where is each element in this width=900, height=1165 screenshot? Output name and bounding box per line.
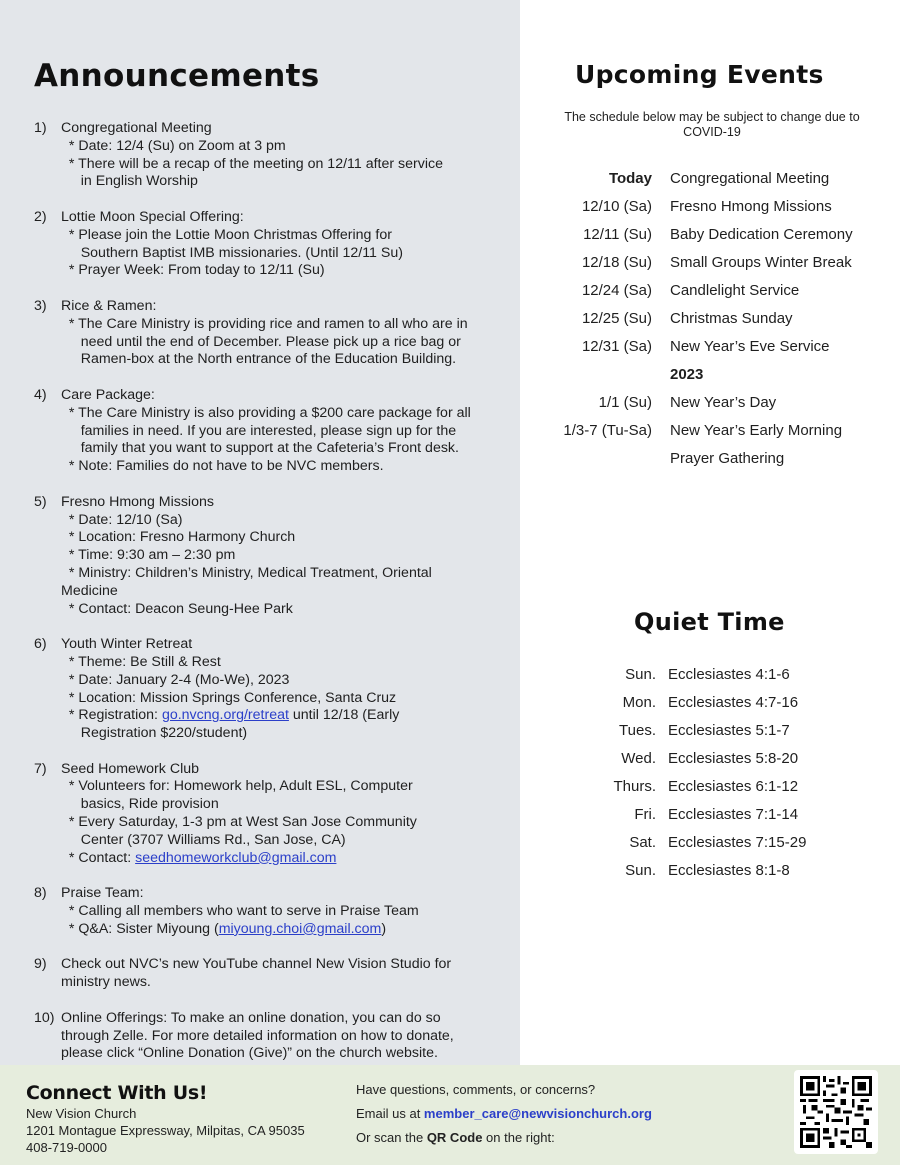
quiet-time-row — [560, 660, 806, 688]
announcement-line: Fresno Hmong Missions — [61, 493, 214, 510]
announcement-line: Ramen-box at the North entrance of the Education Building. — [61, 351, 457, 368]
announcement-line: Online Offerings: To make an online donation, you can do so — [61, 1009, 441, 1026]
announcement-number: 6) — [34, 636, 47, 653]
quiet-time-day: Sun. — [625, 861, 656, 879]
event-date: 12/11 (Su) — [583, 225, 652, 243]
announcement-item — [34, 956, 504, 992]
quiet-time-passage: Ecclesiastes 5:1-7 — [668, 721, 790, 739]
event-row — [548, 388, 853, 416]
registration-line — [61, 707, 504, 725]
event-row — [548, 164, 853, 192]
quiet-time-passage: Ecclesiastes 4:1-6 — [668, 665, 790, 683]
announcement-line: basics, Ride provision — [61, 796, 219, 813]
announcement-line: * Theme: Be Still & Rest — [61, 653, 221, 670]
announcement-line: Congregational Meeting — [61, 120, 212, 136]
event-row — [548, 276, 853, 304]
announcement-item — [34, 885, 504, 938]
qr-code-graphic — [800, 1076, 872, 1148]
event-date: 12/24 (Sa) — [581, 281, 652, 299]
email-link[interactable]: member_care@newvisionchurch.org — [423, 1106, 652, 1121]
announcement-body — [61, 761, 504, 868]
qa-line — [61, 921, 504, 939]
announcements-list — [34, 120, 504, 1081]
announcement-number: 5) — [34, 493, 47, 510]
event-name: New Year’s Day — [670, 393, 777, 411]
announcement-line: * Note: Families do not have to be NVC members. — [61, 458, 384, 475]
announcement-line: Youth Winter Retreat — [61, 636, 193, 653]
announcement-line: in English Worship — [61, 173, 198, 190]
announcement-body — [61, 298, 504, 369]
event-name: Small Groups Winter Break — [670, 253, 852, 271]
announcement-line: * Date: 12/10 (Sa) — [61, 511, 183, 528]
schedule-note: The schedule below may be subject to change due to COVID-19 — [564, 110, 860, 139]
announcement-line: * Location: Mission Springs Conference, Santa Cruz — [61, 689, 397, 706]
announcement-number: 10) — [34, 1009, 55, 1026]
announcement-line: * Prayer Week: From today to 12/11 (Su) — [61, 262, 325, 279]
connect-title: Connect With Us! — [26, 1082, 208, 1104]
event-row — [548, 220, 853, 248]
announcement-number: 4) — [34, 386, 47, 403]
announcement-line: Lottie Moon Special Offering: — [61, 208, 244, 225]
quiet-time-row — [560, 772, 806, 800]
announcement-line: through Zelle. For more detailed information on how to donate, — [61, 1027, 454, 1044]
quiet-time-passage: Ecclesiastes 8:1-8 — [668, 861, 790, 879]
contact-line — [61, 850, 504, 868]
announcement-line: * Every Saturday, 1-3 pm at West San Jose Community — [61, 814, 417, 831]
quiet-time-title: Quiet Time — [634, 608, 785, 636]
event-name: Candlelight Service — [670, 281, 800, 299]
qa-suffix: ) — [381, 920, 387, 937]
announcement-line: Southern Baptist IMB missionaries. (Until 12/11 Su) — [61, 244, 403, 261]
quiet-time-day: Wed. — [621, 749, 656, 767]
registration-suffix: until 12/18 (Early — [288, 707, 400, 724]
event-date: Today — [608, 169, 652, 187]
announcement-line: * Volunteers for: Homework help, Adult ESL, Computer — [61, 778, 413, 795]
event-row — [548, 332, 853, 360]
event-name: Baby Dedication Ceremony — [670, 225, 853, 243]
event-row — [548, 248, 853, 276]
announcement-line: Medicine — [61, 582, 118, 599]
announcement-number: 2) — [34, 208, 47, 225]
announcement-item — [34, 494, 504, 619]
event-row — [548, 304, 853, 332]
event-date: 12/18 (Su) — [581, 253, 652, 271]
announcement-number: 9) — [34, 956, 47, 973]
announcement-line: * Please join the Lottie Moon Christmas Offering for — [61, 226, 392, 243]
quiet-time-passage: Ecclesiastes 7:15-29 — [668, 833, 807, 851]
quiet-time-table — [560, 660, 806, 884]
announcement-line: * Location: Fresno Harmony Church — [61, 529, 296, 546]
registration-link[interactable]: go.nvcng.org/retreat — [161, 707, 289, 724]
qa-email-link[interactable]: miyoung.choi@gmail.com — [218, 920, 382, 937]
announcement-body — [61, 1010, 504, 1063]
quiet-time-day: Fri. — [634, 805, 656, 823]
announcement-line: * The Care Ministry is providing rice and ramen to all who are in — [61, 315, 468, 332]
scan-bold: QR Code — [426, 1130, 483, 1145]
announcement-line: Praise Team: — [61, 885, 144, 902]
announcement-line: Center (3707 Williams Rd., San Jose, CA) — [61, 831, 346, 848]
announcement-line: families in need. If you are interested, please sign up for the — [61, 422, 457, 439]
announcement-item — [34, 120, 504, 191]
questions-text: Have questions, comments, or concerns? — [356, 1082, 596, 1097]
quiet-time-day: Tues. — [619, 721, 656, 739]
announcement-line: please click “Online Donation (Give)” on the church website. — [61, 1045, 438, 1062]
quiet-time-day: Sat. — [629, 833, 656, 851]
event-name: Christmas Sunday — [670, 309, 793, 327]
announcement-line: * Date: January 2-4 (Mo-We), 2023 — [61, 671, 290, 688]
announcement-line: need until the end of December. Please pick up a rice bag or — [61, 333, 461, 350]
announcement-line: * Time: 9:30 am – 2:30 pm — [61, 547, 236, 564]
announcement-number: 8) — [34, 885, 47, 902]
year-heading: 2023 — [670, 365, 704, 383]
registration-prefix: * Registration: — [61, 707, 162, 724]
quiet-time-row — [560, 716, 806, 744]
email-prefix: Email us at — [356, 1106, 424, 1121]
quiet-time-row — [560, 688, 806, 716]
contact-email-link[interactable]: seedhomeworkclub@gmail.com — [135, 849, 337, 866]
church-address: 1201 Montague Expressway, Milpitas, CA 95035 — [26, 1123, 305, 1138]
event-row — [548, 192, 853, 220]
scan-line — [356, 1130, 555, 1145]
announcement-number: 1) — [34, 120, 47, 136]
quiet-time-passage: Ecclesiastes 4:7-16 — [668, 693, 799, 711]
quiet-time-passage: Ecclesiastes 5:8-20 — [668, 749, 799, 767]
quiet-time-row — [560, 828, 806, 856]
announcement-item — [34, 636, 504, 743]
announcement-line: * Contact: Deacon Seung-Hee Park — [61, 600, 293, 617]
announcement-line: * Calling all members who want to serve in Praise Team — [61, 903, 419, 920]
announcement-body — [61, 885, 504, 938]
announcement-body — [61, 956, 504, 992]
announcement-number: 3) — [34, 297, 47, 314]
event-date: 1/3-7 (Tu-Sa) — [563, 421, 652, 439]
scan-suffix: on the right: — [482, 1130, 555, 1145]
qr-code-icon[interactable] — [794, 1070, 878, 1154]
quiet-time-day: Mon. — [622, 693, 656, 711]
announcement-line: ministry news. — [61, 974, 151, 991]
announcement-line: * Ministry: Children’s Ministry, Medical Treatment, Oriental — [61, 564, 432, 581]
event-row — [548, 416, 853, 444]
announcement-body — [61, 120, 504, 191]
announcement-body — [61, 494, 504, 619]
event-name: Prayer Gathering — [670, 449, 785, 467]
event-row — [548, 360, 853, 388]
quiet-time-row — [560, 800, 806, 828]
event-name: New Year’s Early Morning — [670, 421, 843, 439]
announcement-line: * The Care Ministry is also providing a $200 care package for all — [61, 404, 471, 421]
registration-line-2: Registration $220/student) — [61, 725, 248, 742]
quiet-time-row — [560, 744, 806, 772]
quiet-time-day: Sun. — [625, 665, 656, 683]
announcement-item — [34, 1010, 504, 1063]
event-name: Congregational Meeting — [670, 169, 830, 187]
contact-prefix: * Contact: — [61, 849, 136, 866]
event-name: Fresno Hmong Missions — [670, 197, 832, 215]
announcement-line: Rice & Ramen: — [61, 297, 157, 314]
announcement-line: family that you want to support at the Cafeteria’s Front desk. — [61, 440, 459, 457]
announcements-title: Announcements — [34, 58, 320, 94]
events-table — [548, 164, 853, 472]
event-date: 12/31 (Sa) — [581, 337, 652, 355]
scan-prefix: Or scan the — [356, 1130, 427, 1145]
announcement-body — [61, 636, 504, 743]
event-date: 1/1 (Su) — [598, 393, 652, 411]
announcement-line: Seed Homework Club — [61, 760, 199, 777]
event-name: New Year’s Eve Service — [670, 337, 830, 355]
quiet-time-passage: Ecclesiastes 6:1-12 — [668, 777, 799, 795]
announcement-item — [34, 761, 504, 868]
announcement-item — [34, 298, 504, 369]
church-phone: 408-719-0000 — [26, 1140, 107, 1155]
quiet-time-row — [560, 856, 806, 884]
announcement-item — [34, 209, 504, 280]
announcement-body — [61, 387, 504, 476]
upcoming-events-title: Upcoming Events — [575, 60, 824, 89]
announcement-line: Check out NVC’s new YouTube channel New Vision Studio for — [61, 956, 452, 973]
event-date: 12/25 (Su) — [581, 309, 652, 327]
quiet-time-passage: Ecclesiastes 7:1-14 — [668, 805, 799, 823]
announcement-item — [34, 387, 504, 476]
quiet-time-day: Thurs. — [613, 777, 656, 795]
event-row — [548, 444, 853, 472]
email-line — [356, 1106, 652, 1121]
announcement-number: 7) — [34, 760, 47, 777]
church-name: New Vision Church — [26, 1106, 137, 1121]
announcement-line: * There will be a recap of the meeting on 12/11 after service — [61, 155, 443, 172]
announcement-line: * Date: 12/4 (Su) on Zoom at 3 pm — [61, 137, 286, 154]
qa-prefix: * Q&A: Sister Miyoung ( — [61, 920, 219, 937]
announcement-body — [61, 209, 504, 280]
event-date: 12/10 (Sa) — [581, 197, 652, 215]
announcement-line: Care Package: — [61, 386, 155, 403]
